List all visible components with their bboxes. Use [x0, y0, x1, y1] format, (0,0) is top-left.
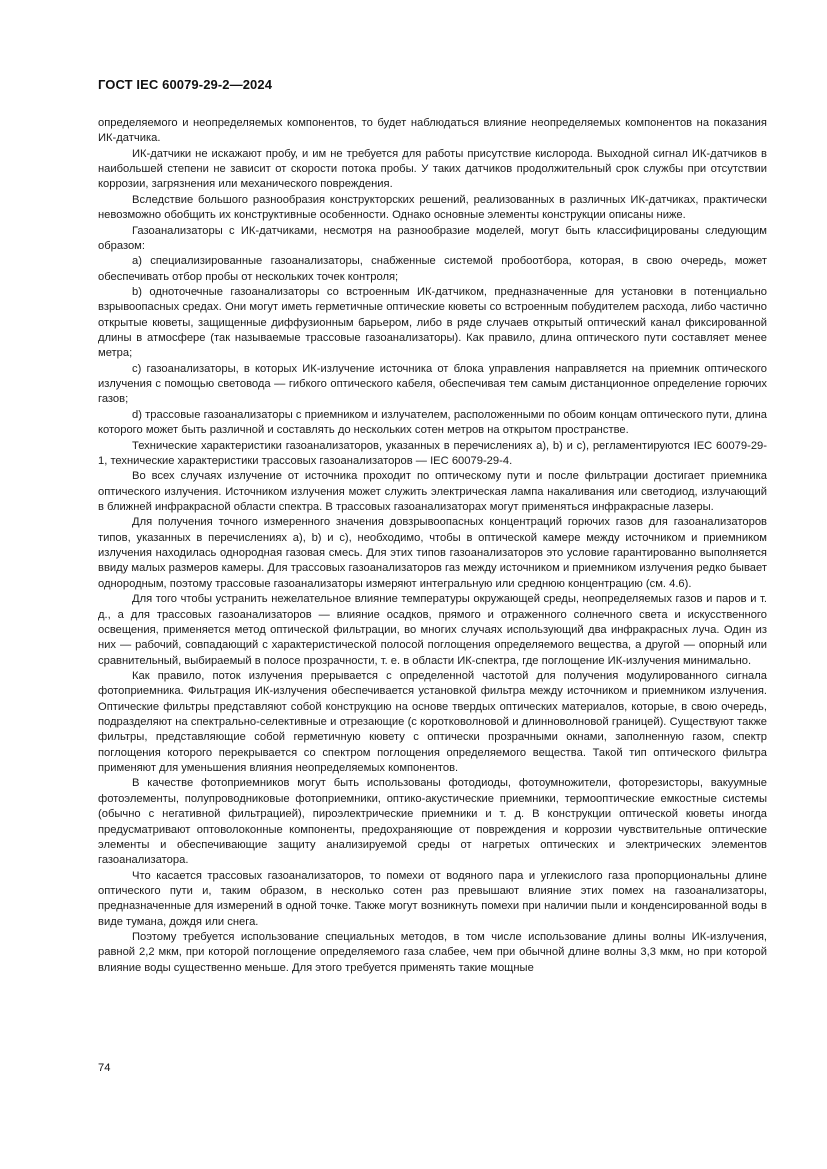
standard-header: ГОСТ IEC 60079-29-2—2024	[98, 77, 273, 92]
document-body	[98, 116, 767, 976]
paragraph: Поэтому требуется использование специальных методов, в том числе использование длины волны ИК-излучения, равной 2,2 мкм, при которой поглощение определяемого газа слабее, чем при обычной длине волны 3,3 мкм, но при которой влияние воды существенно меньше. Для этого требуется применять такие мощные	[98, 931, 767, 974]
paragraph: Во всех случаях излучение от источника проходит по оптическому пути и после фильтрации достигает приемника оптического излучения. Источником излучения может служить электрическая лампа накаливания или светодиод, излучающий в ближней инфракрасной области спектра. В трассовых газоанализаторах могут применяться инфракрасные лазеры.	[98, 470, 767, 513]
paragraph: Для получения точного измеренного значения довзрывоопасных концентраций горючих газов для газоанализаторов типов, указанных в перечислениях a), b) и c), необходимо, чтобы в оптической камере между источником и приемником излучения находилась однородная газовая смесь. Для этих типов газоанализаторов это условие гарантированно выполняется ввиду малых размеров камеры. Для трассовых газоанализаторов газ между источником и приемником излучения редко бывает однородным, поэтому трассовые газоанализаторы измеряют интегральную или среднюю концентрацию (см. 4.6).	[98, 516, 767, 590]
list-item: d) трассовые газоанализаторы с приемником и излучателем, расположенными по обоим концам оптического пути, длина которого может быть различной и составлять до нескольких сотен метров на открытом пространстве.	[98, 408, 767, 437]
list-item: c) газоанализаторы, в которых ИК-излучение источника от блока управления направляется на приемник оптического излучения с помощью световода — гибкого оптического кабеля, обеспечивая тем самым дистанционное определение горючих газов;	[98, 362, 767, 406]
paragraph: В качестве фотоприемников могут быть использованы фотодиоды, фотоумножители, фоторезисторы, вакуумные фотоэлементы, полупроводниковые фотоприемники, оптико-акустические приемники, термооптические емкостные системы (обычно с негативной фильтрацией), пироэлектрические приемники и т. д. В конструкции оптической кюветы иногда предусматривают оптоволоконные компоненты, предохраняющие от повреждения и коррозии чувствительные оптические элементы и обеспечивающие защиту анализируемой среды от нагретых оптических и электрических элементов газоанализатора.	[98, 777, 767, 867]
paragraph: Как правило, поток излучения прерывается с определенной частотой для получения модулированного сигнала фотоприемника. Фильтрация ИК-излучения обеспечивается установкой фильтра между источником и приемником излучения. Оптические фильтры представляют собой конструкцию на основе твердых оптических материалов, которые, в свою очередь, подразделяют на спектрально-селективные и отрезающие (с коротковолновой и длинноволновой границей). Существуют также фильтры, представляющие собой герметичную кювету с оптически прозрачными окнами, заполненную газом, спектр поглощения которого перекрывается со спектром поглощения определяемого вещества. Такой тип оптического фильтра применяют для уменьшения влияния неопределяемых компонентов.	[98, 669, 767, 775]
paragraph: определяемого и неопределяемых компонентов, то будет наблюдаться влияние неопределяемых компонентов на показания ИК-датчика.	[98, 117, 767, 145]
page-number: 74	[98, 1062, 111, 1074]
paragraph: Газоанализаторы с ИК-датчиками, несмотря на разнообразие моделей, могут быть классифицированы следующим образом:	[98, 224, 767, 252]
list-item: a) специализированные газоанализаторы, снабженные системой пробоотбора, которая, в свою очередь, может обеспечивать отбор пробы от нескольких точек контроля;	[98, 255, 767, 283]
paragraph: ИК-датчики не искажают пробу, и им не требуется для работы присутствие кислорода. Выходной сигнал ИК-датчиков в наибольшей степени не зависит от скорости потока пробы. У таких датчиков продолжительный срок службы при отсутствии коррозии, загрязнения или механического повреждения.	[98, 147, 767, 191]
paragraph: Для того чтобы устранить нежелательное влияние температуры окружающей среды, неопределяемых газов и паров и т. д., а для трассовых газоанализаторов — влияние осадков, прямого и отраженного солнечного света и искусственного освещения, применяется метод оптической фильтрации, во многих случаях использующий два инфракрасных луча. Один из них — рабочий, совпадающий с характеристической полосой поглощения определяемого вещества, а другой — опорный или сравнительный, выбираемый в полосе прозрачности, т. е. в области ИК-спектра, где поглощение ИК-излучения минимально.	[98, 593, 767, 667]
paragraph: Вследствие большого разнообразия конструкторских решений, реализованных в различных ИК-датчиках, практически невозможно обобщить их конструктивные особенности. Однако основные элементы конструкции описаны ниже.	[98, 193, 767, 222]
list-item: b) одноточечные газоанализаторы со встроенным ИК-датчиком, предназначенные для установки в потенциально взрывоопасных средах. Они могут иметь герметичные оптические кюветы со встроенным побудителем расхода, либо частично открытые кюветы, защищенные диффузионным барьером, либо в ряде случаев открытый оптический канал фиксированной длины в атмосфере (так называемые трассовые газоанализаторы). Как правило, длина оптического пути составляет менее метра;	[98, 285, 767, 360]
paragraph: Что касается трассовых газоанализаторов, то помехи от водяного пара и углекислого газа пропорциональны длине оптического пути и, таким образом, в несколько сотен раз превышают влияние этих помех на газоанализаторы, предназначенные для измерений в одной точке. Также могут возникнуть помехи при наличии пыли и конденсированной воды в виде тумана, дождя или снега.	[98, 869, 767, 928]
paragraph: Технические характеристики газоанализаторов, указанных в перечислениях a), b) и c), регламентируются IEC 60079-29-1, технические характеристики трассовых газоанализаторов — IEC 60079-29-4.	[98, 439, 767, 467]
